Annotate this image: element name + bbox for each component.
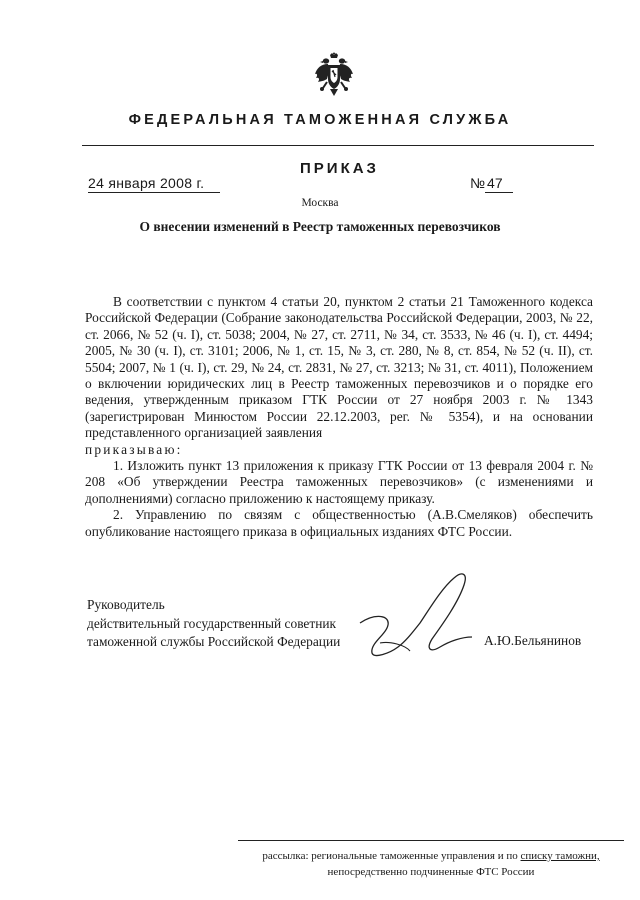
item-1-paragraph: 1. Изложить пункт 13 приложения к приказу ГТК России от 13 февраля 2004 г. № 208 «Об утверждении Реестра таможенных перевозчиков» (с изменениями и дополнениями) согласно приложению к настоящему приказу.	[85, 458, 593, 506]
signatory-line-2: действительный государственный советник	[87, 615, 337, 631]
distribution-line-2: непосредственно подчиненные ФТС России	[327, 866, 535, 878]
order-number	[470, 175, 540, 191]
item-2-paragraph: 2. Управлению по связям с общественностью (А.В.Смеляков) обеспечить опубликование настоящего приказа в официальных изданиях ФТС России.	[85, 507, 593, 539]
russian-coat-of-arms-icon	[313, 52, 355, 102]
document-type: ПРИКАЗ	[300, 160, 379, 177]
signatory-name: А.Ю.Бельянинов	[484, 633, 582, 648]
agency-name: ФЕДЕРАЛЬНАЯ ТАМОЖЕННАЯ СЛУЖБА	[128, 112, 512, 128]
signatory-title	[87, 596, 340, 652]
header-divider	[82, 145, 594, 146]
preamble-paragraph: В соответствии с пунктом 4 статьи 20, пунктом 2 статьи 21 Таможенного кодекса Российской Федерации (Собрание законодательства Российской Федерации, 2003, № 22, ст. 2066, № 52 (ч. I), ст. 5038; 2004, № 27, ст. 2711, № 34, ст. 3533, № 46 (ч. I), ст. 4494; 2005, № 30 (ч. I), ст. 3101; 2006, № 1, ст. 15, № 3, ст. 280, № 8, ст. 854, № 52 (ч. II), ст. 5504; 2007, № 1 (ч. I), ст. 29, № 24, ст. 2831, № 27, ст. 3213; № 31, ст. 4011), Положением о включении юридических лиц в Реестр таможенных перевозчиков и о порядке его ведения, утвержденным приказом ГТК России от 27 ноября 2003 г. № 1343 (зарегистрирован Минюстом России 22.12.2003, рег. № 5354), и на основании представленного организацией заявления	[85, 294, 593, 441]
signatory-line-3: таможенной службы Российской Федерации	[87, 634, 341, 649]
order-date: 24 января 2008 г.	[88, 175, 220, 193]
city: Москва	[301, 197, 339, 209]
number-value: 47	[485, 175, 513, 193]
distribution-text: рассылка: региональные таможенные управления и по	[262, 850, 521, 862]
order-word-paragraph	[85, 442, 593, 458]
document-body	[85, 294, 593, 540]
distribution-underlined: списку таможни,	[520, 850, 600, 862]
distribution-list	[238, 848, 624, 880]
order-word: приказываю:	[85, 441, 183, 457]
distribution-divider	[238, 840, 624, 841]
handwritten-signature	[350, 563, 485, 683]
distribution-line-1	[238, 848, 624, 864]
number-prefix: №	[470, 175, 486, 191]
document-title: О внесении изменений в Реестр таможенных перевозчиков	[139, 219, 501, 234]
signatory-line-1: Руководитель	[87, 597, 165, 612]
